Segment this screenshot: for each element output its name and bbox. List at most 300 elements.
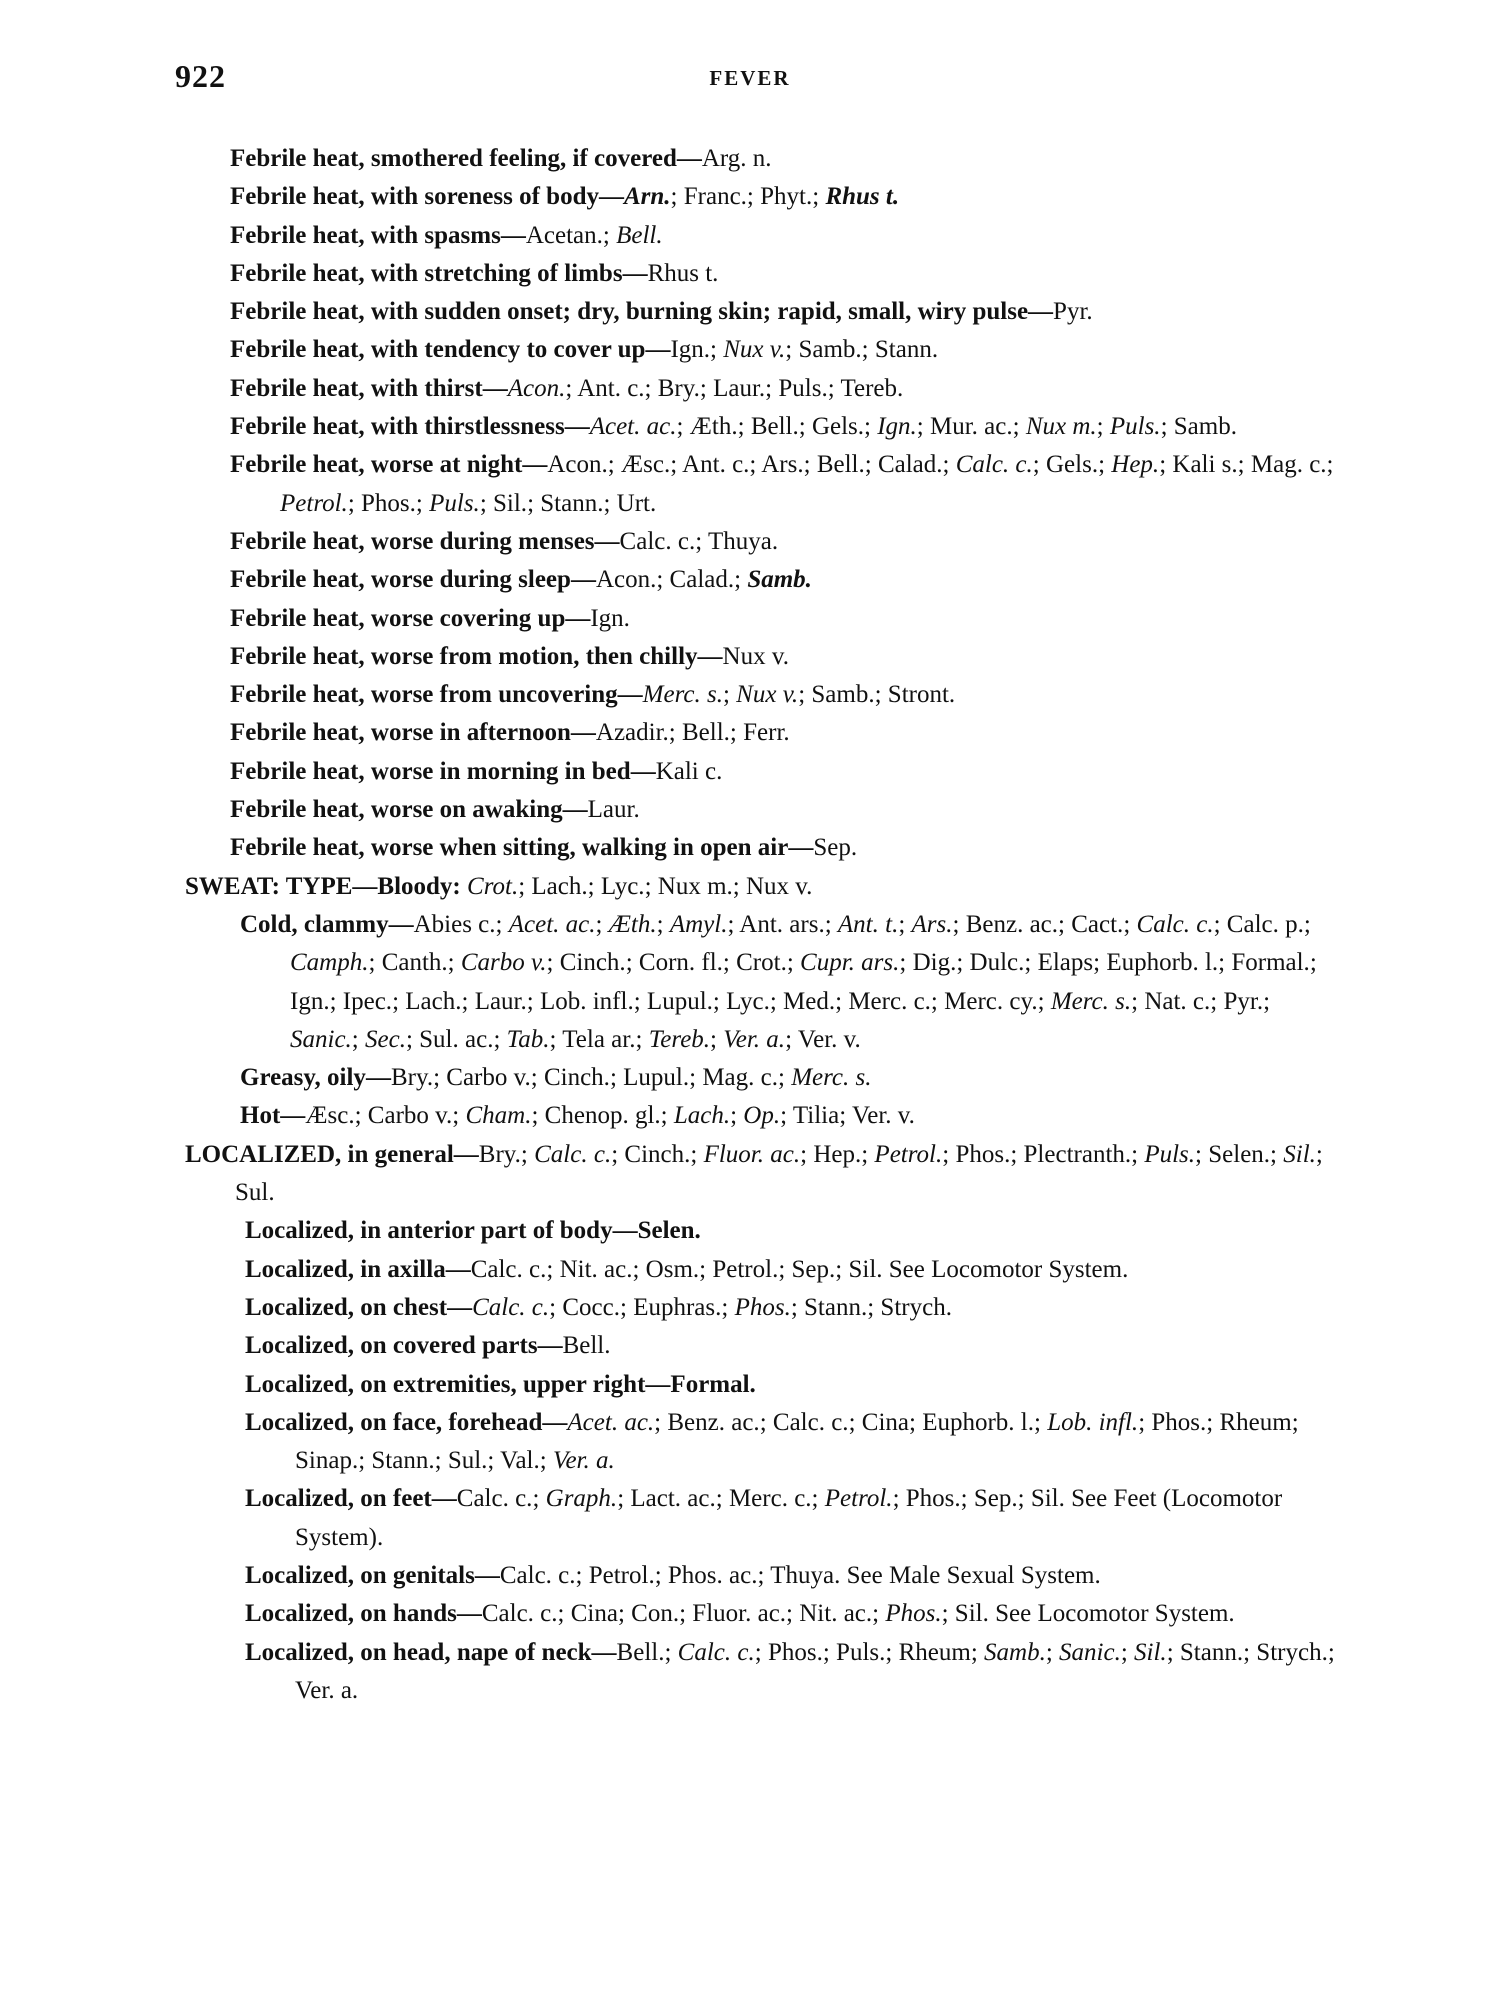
remedy: Sanic. <box>290 1025 352 1053</box>
rubric-dash: — <box>645 1370 671 1398</box>
remedy: Tela ar. <box>562 1025 636 1053</box>
rubric-dash: — <box>445 1255 471 1283</box>
remedy: Acet. ac. <box>508 910 596 938</box>
rubric-heading: Localized, on hands <box>245 1600 457 1628</box>
remedy: Lach. <box>405 987 462 1015</box>
remedy: Samb. <box>1173 413 1237 441</box>
remedy: Petrol. <box>280 489 348 517</box>
rubric-dash: — <box>565 604 591 632</box>
rubric-dash: — <box>542 1408 568 1436</box>
remedy: Petrol. <box>824 1485 893 1513</box>
rubric-dash: — <box>591 1638 617 1666</box>
remedy: Calc. c. <box>534 1140 612 1168</box>
remedy: Acon. <box>547 451 608 479</box>
rubric-entry <box>230 638 1335 676</box>
remedy: Æsc. <box>620 451 671 479</box>
remedy: Arn. <box>623 183 671 211</box>
remedy: Æsc. <box>305 1102 355 1130</box>
remedy: Acon. <box>507 374 566 402</box>
rubric-dash: — <box>617 681 643 709</box>
remedy: Formal. <box>670 1370 756 1398</box>
remedy: Stann. <box>371 1447 435 1475</box>
remedy: Bell. <box>816 451 865 479</box>
rubric-entry: Greasy, oily—Bry.; Carbo v.; Cinch.; Lupul.; Mag. c.; Merc. s. <box>240 1064 872 1092</box>
remedy: Cina <box>570 1600 618 1628</box>
rubric-dash: — <box>388 910 414 938</box>
rubric-entry: Febrile heat, worse from uncovering—Merc. s.; Nux v.; Samb.; Stront. <box>230 681 956 709</box>
rubric-heading: Febrile heat, worse during menses <box>230 527 595 555</box>
remedy: Canth. <box>381 949 448 977</box>
remedy: Phos. <box>734 1293 791 1321</box>
remedy: Op. <box>743 1102 781 1130</box>
rubric-heading: Localized, on extremities, upper right <box>245 1370 646 1398</box>
remedy: Acon. <box>595 566 657 594</box>
rubric-heading: Febrile heat, worse covering up <box>230 604 566 632</box>
rubric-dash: — <box>482 374 508 402</box>
remedy: Thuya. <box>707 527 779 555</box>
rubric-dash: — <box>352 872 378 900</box>
remedy: Merc. c. <box>728 1485 812 1513</box>
remedy: Franc. <box>683 183 747 211</box>
remedy: Sil. <box>1283 1140 1316 1168</box>
remedy: Cact. <box>1071 910 1124 938</box>
rubric-dash: — <box>456 1600 482 1628</box>
remedy: Ign. <box>670 336 711 364</box>
cross-reference-label: See <box>888 1255 925 1283</box>
rubric-dash: — <box>594 527 620 555</box>
remedy: Calc. c. <box>1136 910 1214 938</box>
remedy: Calc. c. <box>499 1561 576 1589</box>
remedy: Plectranth. <box>1023 1140 1132 1168</box>
remedy: Nux m. <box>657 872 733 900</box>
remedy: Lyc. <box>600 872 645 900</box>
repertory-entries <box>185 140 1335 1710</box>
rubric-entry <box>230 255 1335 293</box>
remedy: Petrol. <box>712 1255 779 1283</box>
remedy: Sil. <box>1030 1485 1065 1513</box>
remedy: Puls. <box>836 1638 886 1666</box>
rubric-heading: SWEAT: TYPE <box>185 872 353 900</box>
rubric-heading: Localized, on chest <box>245 1293 448 1321</box>
remedy: Tilia <box>792 1102 840 1130</box>
remedy: Gels. <box>1046 451 1099 479</box>
remedy: Ant. ars. <box>739 910 825 938</box>
remedy: Crot. <box>736 949 787 977</box>
rubric-entry: Localized, on face, forehead—Acet. ac.; Benz. ac.; Calc. c.; Cina; Euphorb. l.; Lob. infl.; Phos.; Rheum; Sinap.; Stann.; Sul.; Val.; Ver. a. <box>245 1408 1299 1475</box>
remedy: Amyl. <box>669 910 728 938</box>
rubric-heading: Febrile heat, worse in afternoon <box>230 719 571 747</box>
remedy: Æth. <box>608 910 657 938</box>
remedy: Merc. s. <box>791 1064 872 1092</box>
remedy: Mag. c. <box>1250 451 1327 479</box>
remedy: Fluor. ac. <box>703 1140 801 1168</box>
remedy: Arg. n. <box>701 145 772 172</box>
rubric-entry: Febrile heat, worse during sleep—Acon.; Calad.; Samb. <box>230 566 812 594</box>
remedy: Stann. <box>1179 1638 1244 1666</box>
remedy: Lupul. <box>646 987 713 1015</box>
remedy: Bell. <box>562 1332 611 1360</box>
rubric-entry <box>245 1366 1335 1404</box>
remedy: Calc. c. <box>772 1408 849 1436</box>
remedy: Hep. <box>813 1140 862 1168</box>
rubric-entry: Febrile heat, with thirst—Acon.; Ant. c.; Bry.; Laur.; Puls.; Tereb. <box>230 374 904 402</box>
remedy: Sul. <box>235 1179 275 1207</box>
remedy: Cupr. ars. <box>800 949 900 977</box>
rubric-entry: Localized, in axilla—Calc. c.; Nit. ac.; Osm.; Petrol.; Sep.; Sil. See Locomotor System. <box>245 1255 1129 1283</box>
cross-reference-label: See <box>1071 1485 1108 1513</box>
page-header <box>0 58 1500 98</box>
remedy: Phos. <box>361 489 416 517</box>
rubric-dash: — <box>612 1217 638 1245</box>
rubric-entry: LOCALIZED, in general—Bry.; Calc. c.; Cinch.; Fluor. ac.; Hep.; Petrol.; Phos.; Plectranth.; Puls.; Selen.; Sil.; Sul. <box>185 1140 1323 1207</box>
remedy: Sec. <box>365 1025 406 1053</box>
remedy: Euphras. <box>633 1293 722 1321</box>
remedy: Azadir. <box>595 719 669 747</box>
remedy: Rheum <box>898 1638 971 1666</box>
rubric-heading: Febrile heat, smothered feeling, if covered <box>230 145 677 172</box>
remedy: Stront. <box>887 681 956 709</box>
remedy: Ver. a. <box>295 1676 359 1704</box>
remedy: Ign. <box>590 604 630 632</box>
remedy: Euphorb. l. <box>1106 949 1219 977</box>
remedy: Ver. a. <box>552 1447 615 1475</box>
remedy: Ars. <box>911 910 953 938</box>
remedy: Ant. t. <box>837 910 899 938</box>
remedy: Laur. <box>587 796 640 824</box>
remedy: Phos. <box>1151 1408 1207 1436</box>
rubric-entry: Localized, on genitals—Calc. c.; Petrol.; Phos. ac.; Thuya. See Male Sexual System. <box>245 1561 1101 1589</box>
remedy: Rheum <box>1219 1408 1292 1436</box>
remedy: Hep. <box>1111 451 1160 479</box>
remedy: Samb. <box>798 336 862 364</box>
rubric-heading: Localized, in axilla <box>245 1255 446 1283</box>
remedy: Benz. ac. <box>965 910 1059 938</box>
remedy: Kali s. <box>1172 451 1238 479</box>
remedy: Lach. <box>531 872 588 900</box>
remedy: Con. <box>631 1600 680 1628</box>
remedy: Tereb. <box>648 1025 711 1053</box>
remedy: Nat. c. <box>1144 987 1211 1015</box>
remedy: Cinch. <box>543 1064 610 1092</box>
rubric-entry: Febrile heat, with thirstlessness—Acet. ac.; Æth.; Bell.; Gels.; Ign.; Mur. ac.; Nux m.; Puls.; Samb. <box>230 413 1237 441</box>
remedy: Lyc. <box>726 987 770 1015</box>
remedy: Nux m. <box>1025 413 1097 441</box>
remedy: Stann. <box>874 336 939 364</box>
remedy: Ver. v. <box>797 1025 861 1053</box>
remedy: Tab. <box>506 1025 550 1053</box>
rubric-entry <box>230 829 1335 867</box>
rubric-entry: Febrile heat, worse during menses—Calc. c.; Thuya. <box>230 527 779 555</box>
remedy: Strych. <box>880 1293 952 1321</box>
remedy: Acetan. <box>525 221 603 249</box>
remedy: Sinap. <box>295 1447 359 1475</box>
rubric-dash: — <box>431 1485 457 1513</box>
remedy: Ver. a. <box>723 1025 786 1053</box>
rubric-heading: Localized, on head, nape of neck <box>245 1638 592 1666</box>
rubric-dash: — <box>1028 298 1054 326</box>
rubric-entry <box>230 293 1335 331</box>
remedy: Ant. c. <box>682 451 750 479</box>
remedy: Phos. <box>905 1485 961 1513</box>
remedy: Ign. <box>290 987 330 1015</box>
rubric-entry: Localized, on head, nape of neck—Bell.; Calc. c.; Phos.; Puls.; Rheum; Samb.; Sanic.; Sil.; Stann.; Strych.; Ver. a. <box>245 1638 1335 1704</box>
rubric-dash: — <box>570 719 596 747</box>
remedy: Cocc. <box>562 1293 620 1321</box>
remedy: Puls. <box>778 374 828 402</box>
rubric-heading: Febrile heat, worse when sitting, walking in open air <box>230 834 789 862</box>
remedy: Dig. <box>912 949 957 977</box>
remedy: Lob. infl. <box>1047 1408 1139 1436</box>
remedy: Sil. <box>1134 1638 1167 1666</box>
rubric-dash: — <box>570 566 596 594</box>
page-number: 922 <box>175 58 226 94</box>
rubric-heading: Febrile heat, with thirstlessness <box>230 413 565 441</box>
rubric-heading: Cold, clammy <box>240 910 389 938</box>
remedy: Calc. p. <box>1226 910 1304 938</box>
remedy: Selen. <box>637 1217 701 1245</box>
remedy: Acet. ac. <box>567 1408 655 1436</box>
rubric-heading: Febrile heat, with sudden onset; dry, burning skin; rapid, small, wiry pulse <box>230 298 1029 326</box>
rubric-entry: Localized, on feet—Calc. c.; Graph.; Lact. ac.; Merc. c.; Petrol.; Phos.; Sep.; Sil. See Feet (Locomotor System). <box>245 1485 1283 1551</box>
remedy: Rhus t. <box>647 259 719 287</box>
remedy: Formal. <box>1231 949 1310 977</box>
remedy: Ipec. <box>342 987 393 1015</box>
rubric-dash: — <box>500 221 526 249</box>
remedy: Calc. c. <box>470 1255 547 1283</box>
rubric-dash: — <box>365 1064 391 1092</box>
rubric-heading: Localized, on face, forehead <box>245 1408 543 1436</box>
cross-reference: Male Sexual System. <box>888 1561 1101 1589</box>
remedy: Nux v. <box>722 642 789 670</box>
remedy: Bell. <box>750 413 799 441</box>
remedy: Stann. <box>804 1293 868 1321</box>
remedy: Sil. <box>848 1255 883 1283</box>
rubric-heading: Febrile heat, worse during sleep <box>230 566 571 594</box>
remedy: Selen. <box>1208 1140 1271 1168</box>
remedy: Ant. c. <box>577 374 645 402</box>
rubric-entry: Febrile heat, worse at night—Acon.; Æsc.; Ant. c.; Ars.; Bell.; Calad.; Calc. c.; Gels.; Hep.; Kali s.; Mag. c.; Petrol.; Phos.; Puls.; Sil.; Stann.; Urt. <box>230 451 1334 517</box>
rubric-heading: Febrile heat, worse at night <box>230 451 523 479</box>
remedy: Ferr. <box>743 719 790 747</box>
running-head: FEVER <box>709 66 791 90</box>
remedy: Lupul. <box>623 1064 690 1092</box>
remedy: Calad. <box>877 451 943 479</box>
remedy: Carbo v. <box>367 1102 453 1130</box>
remedy: Samb. <box>747 566 812 594</box>
remedy: Val. <box>500 1447 540 1475</box>
remedy: Ver. v. <box>851 1102 915 1130</box>
remedy: Calc. c. <box>955 451 1033 479</box>
remedy: Carbo v. <box>446 1064 531 1092</box>
remedy: Carbo v. <box>460 949 547 977</box>
remedy: Abies c. <box>413 910 496 938</box>
rubric-dash: — <box>537 1332 563 1360</box>
remedy: Sep. <box>791 1255 836 1283</box>
remedy: Stann. <box>540 489 604 517</box>
remedy: Puls. <box>1109 413 1161 441</box>
remedy: Sul. ac. <box>419 1025 494 1053</box>
remedy: Thuya. <box>770 1561 841 1589</box>
rubric-dash: — <box>697 642 723 670</box>
remedy: Lact. ac. <box>630 1485 716 1513</box>
rubric-dash: — <box>562 796 588 824</box>
remedy: Calc. c. <box>619 527 696 555</box>
remedy: Bell. <box>682 719 730 747</box>
rubric-dash: — <box>447 1293 473 1321</box>
remedy: Pyr. <box>1053 298 1093 326</box>
remedy: Graph. <box>545 1485 618 1513</box>
remedy: Bell. <box>616 221 663 249</box>
remedy: Nit. ac. <box>799 1600 873 1628</box>
rubric-heading: Febrile heat, worse from uncovering <box>230 681 618 709</box>
rubric-dash: — <box>622 259 648 287</box>
remedy: Nux v. <box>745 872 813 900</box>
remedy: Ars. <box>761 451 804 479</box>
remedy: Osm. <box>645 1255 700 1283</box>
remedy: Cham. <box>465 1102 532 1130</box>
remedy: Puls. <box>1144 1140 1196 1168</box>
cross-reference: Locomotor System. <box>1037 1600 1235 1628</box>
rubric-entry: Localized, on chest—Calc. c.; Cocc.; Euphras.; Phos.; Stann.; Strych. <box>245 1293 952 1321</box>
remedy: Rhus t. <box>825 183 900 211</box>
remedy: Urt. <box>616 489 657 517</box>
rubric-dash: — <box>280 1102 306 1130</box>
rubric-entry <box>245 1327 1335 1365</box>
remedy: Bell. <box>616 1638 665 1666</box>
remedy: Merc. s. <box>1050 987 1132 1015</box>
rubric-dash: — <box>645 336 671 364</box>
remedy: Samb. <box>811 681 875 709</box>
cross-reference: Locomotor System. <box>931 1255 1129 1283</box>
remedy: Nit. ac. <box>559 1255 633 1283</box>
remedy: Kali c. <box>655 757 723 785</box>
remedy: Merc. c. <box>848 987 931 1015</box>
rubric-entry: Febrile heat, with tendency to cover up—Ign.; Nux v.; Samb.; Stann. <box>230 336 939 364</box>
remedy: Phos. <box>955 1140 1011 1168</box>
rubric-heading: Febrile heat, with soreness of body <box>230 183 599 211</box>
rubric-entry: Febrile heat, with spasms—Acetan.; Bell. <box>230 221 663 249</box>
remedy: Nux v. <box>736 681 799 709</box>
cross-reference-label: See <box>846 1561 883 1589</box>
remedy: Corn. fl. <box>638 949 723 977</box>
remedy: Sanic. <box>1059 1638 1121 1666</box>
remedy: Ign. <box>877 413 917 441</box>
remedy: Cina <box>861 1408 909 1436</box>
remedy: Euphorb. l. <box>922 1408 1034 1436</box>
remedy: Phos. ac. <box>667 1561 758 1589</box>
remedy: Petrol. <box>588 1561 655 1589</box>
remedy: Fluor. ac. <box>692 1600 787 1628</box>
remedy: Mur. ac. <box>930 413 1013 441</box>
remedy: Med. <box>783 987 836 1015</box>
remedy: Puls. <box>429 489 480 517</box>
remedy: Cinch. <box>624 1140 691 1168</box>
remedy: Elaps <box>1037 949 1094 977</box>
rubric-heading: Febrile heat, with spasms <box>230 221 501 249</box>
remedy: Calc. c. <box>677 1638 755 1666</box>
rubric-entry: Localized, on hands—Calc. c.; Cina; Con.; Fluor. ac.; Nit. ac.; Phos.; Sil. See Locomotor System. <box>245 1600 1235 1628</box>
remedy: Sil. <box>493 489 528 517</box>
remedy: Crot. <box>467 872 519 900</box>
rubric-heading: Febrile heat, worse in morning in bed <box>230 757 631 785</box>
remedy: Gels. <box>811 413 865 441</box>
rubric-dash: — <box>564 413 590 441</box>
rubric-entry: Febrile heat, with soreness of body—Arn.; Franc.; Phyt.; Rhus t. <box>230 183 900 211</box>
remedy: Bry. <box>478 1140 521 1168</box>
remedy: Sep. <box>973 1485 1018 1513</box>
remedy: Merc. s. <box>642 681 723 709</box>
remedy: Benz. ac. <box>667 1408 760 1436</box>
rubric-heading: Greasy, oily <box>240 1064 366 1092</box>
remedy: Cinch. <box>559 949 626 977</box>
rubric-heading: Febrile heat, worse on awaking <box>230 796 563 824</box>
rubric-entry: Cold, clammy—Abies c.; Acet. ac.; Æth.; Amyl.; Ant. ars.; Ant. t.; Ars.; Benz. ac.; Cact.; Calc. c.; Calc. p.; Camph.; Canth.; Carbo v.; Cinch.; Corn. fl.; Crot.; Cupr. ars.; Dig.; Dulc.; Elaps; Euphorb. l.; Formal.; Ign.; Ipec.; Lach.; Laur.; Lob. infl.; Lupul.; Lyc.; Med.; Merc. c.; Merc. cy.; Merc. s.; Nat. c.; Pyr.; Sanic.; Sec.; Sul. ac.; Tab.; Tela ar.; Tereb.; Ver. a.; Ver. v. <box>240 910 1317 1053</box>
remedy: Laur. <box>713 374 766 402</box>
rubric-heading: Localized, on genitals <box>245 1561 475 1589</box>
rubric-heading: Febrile heat, with stretching of limbs <box>230 259 623 287</box>
rubric-dash: — <box>474 1561 500 1589</box>
rubric-subheading: Bloody: <box>377 872 461 900</box>
rubric-heading: Localized, on feet <box>245 1485 432 1513</box>
remedy: Chenop. gl. <box>544 1102 661 1130</box>
remedy: Phos. <box>885 1600 942 1628</box>
rubric-entry <box>245 1212 1335 1250</box>
remedy: Dulc. <box>969 949 1025 977</box>
remedy: Tereb. <box>840 374 904 402</box>
rubric-heading: Localized, in anterior part of body <box>245 1217 613 1245</box>
rubric-dash: — <box>676 145 702 172</box>
rubric-heading: Febrile heat, with tendency to cover up <box>230 336 646 364</box>
remedy: Calc. c. <box>456 1485 533 1513</box>
remedy: Calad. <box>669 566 735 594</box>
remedy: Mag. c. <box>702 1064 778 1092</box>
remedy: Pyr. <box>1223 987 1264 1015</box>
remedy: Bry. <box>390 1064 434 1092</box>
rubric-heading: Febrile heat, with thirst <box>230 374 483 402</box>
remedy: Lach. <box>673 1102 731 1130</box>
remedy: Nux v. <box>723 336 786 364</box>
rubric-entry <box>230 753 1335 791</box>
remedy: Phyt. <box>760 183 813 211</box>
remedy: Strych. <box>1256 1638 1328 1666</box>
rubric-dash: — <box>453 1140 479 1168</box>
remedy: Calc. c. <box>472 1293 550 1321</box>
remedy: Sep. <box>813 834 858 862</box>
remedy: Lob. infl. <box>539 987 634 1015</box>
rubric-heading: Localized, on covered parts <box>245 1332 538 1360</box>
rubric-entry <box>230 140 1335 178</box>
remedy: Phos. <box>767 1638 823 1666</box>
remedy: Calc. c. <box>481 1600 558 1628</box>
rubric-entry: Hot—Æsc.; Carbo v.; Cham.; Chenop. gl.; Lach.; Op.; Tilia; Ver. v. <box>240 1102 915 1130</box>
rubric-dash: — <box>788 834 814 862</box>
rubric-dash: — <box>598 183 624 211</box>
rubric-entry <box>230 600 1335 638</box>
remedy: Laur. <box>474 987 527 1015</box>
remedy: Petrol. <box>874 1140 943 1168</box>
rubric-dash: — <box>630 757 656 785</box>
cross-reference: Feet (Locomotor System). <box>295 1485 1283 1551</box>
remedy: Merc. cy. <box>944 987 1038 1015</box>
remedy: Sul. <box>447 1447 488 1475</box>
rubric-entry: SWEAT: TYPE—Bloody: Crot.; Lach.; Lyc.; Nux m.; Nux v. <box>185 872 813 900</box>
remedy: Acet. ac. <box>589 413 677 441</box>
remedy: Camph. <box>290 949 369 977</box>
remedy: Samb. <box>984 1638 1046 1666</box>
rubric-entry: Febrile heat, worse in afternoon—Azadir.; Bell.; Ferr. <box>230 719 790 747</box>
rubric-heading: Febrile heat, worse from motion, then chilly <box>230 642 698 670</box>
rubric-entry <box>230 791 1335 829</box>
